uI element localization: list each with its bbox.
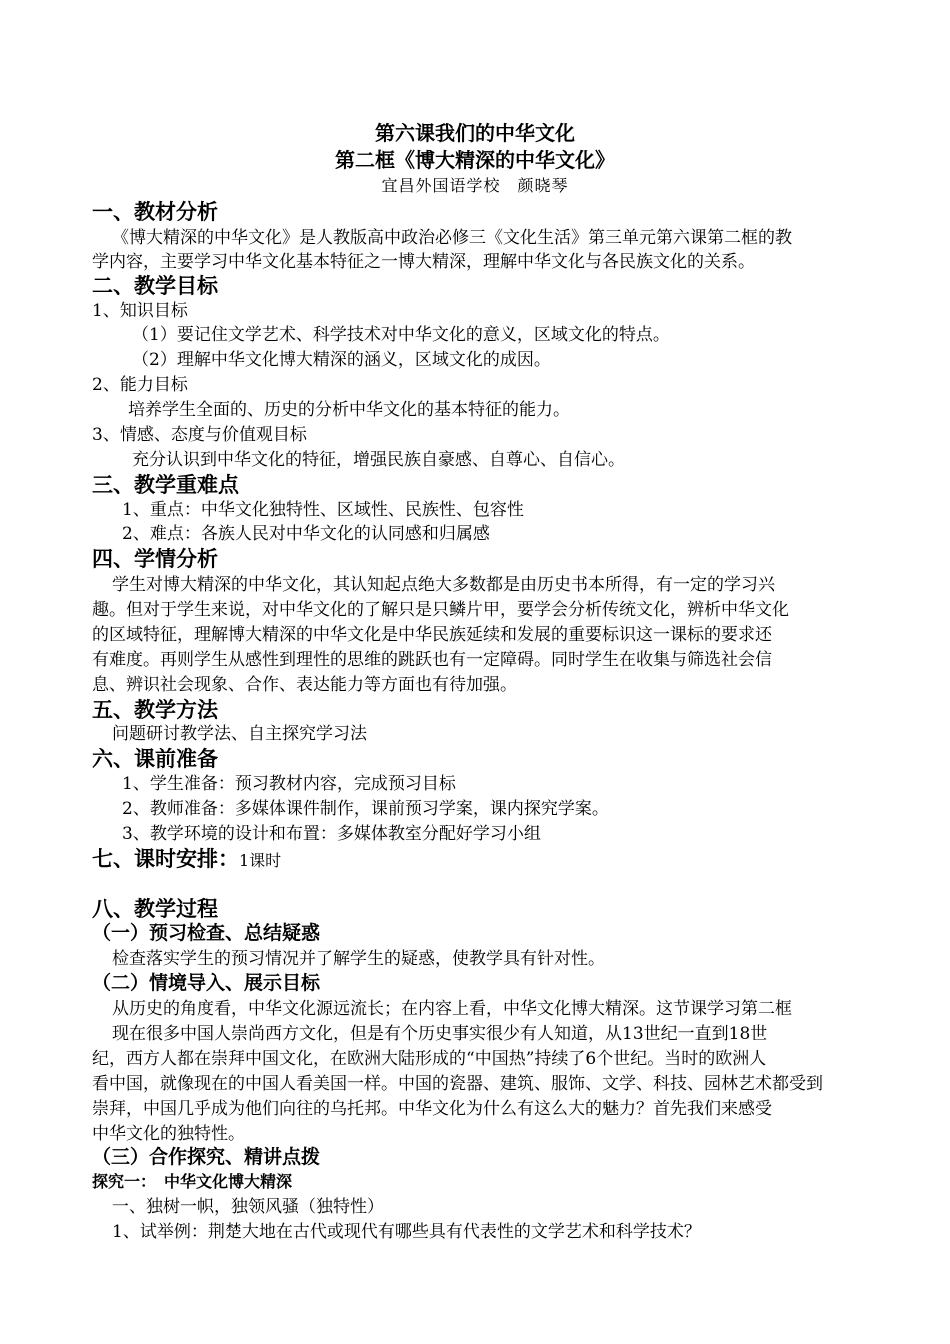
paragraph-line: 学生对博大精深的中华文化，其认知起点绝大多数都是由历史书本所得，有一定的学习兴 — [112, 575, 775, 595]
list-item: 1、试举例：荆楚大地在古代或现代有哪些具有代表性的文学艺术和科学技术？ — [112, 1222, 701, 1242]
paragraph-line: 问题研讨教学法、自主探究学习法 — [112, 724, 367, 744]
paragraph-line: 学内容，主要学习中华文化基本特征之一博大精深，理解中华文化与各民族文化的关系。 — [92, 252, 755, 272]
section-heading-7 — [92, 846, 862, 874]
section-heading-1: 一、教材分析 — [92, 200, 218, 224]
section-heading-7-label: 七、课时安排： — [92, 847, 239, 871]
section-heading-4: 四、学情分析 — [92, 547, 218, 571]
paragraph-line: 中华文化的独特性。 — [92, 1124, 245, 1144]
author-line: 宜昌外国语学校 颜晓琴 — [381, 176, 569, 195]
sub-item: 2、能力目标 — [92, 375, 188, 395]
step-heading-1: （一）预习检查、总结疑惑 — [92, 922, 321, 944]
step-heading-2: （二）情境导入、展示目标 — [92, 972, 321, 994]
list-item: 培养学生全面的、历史的分析中华文化的基本特征的能力。 — [128, 400, 570, 420]
paragraph-line: 现在很多中国人崇尚西方文化，但是有个历史事实很少有人知道，从13世纪一直到18世 — [112, 1024, 768, 1044]
paragraph-line: 的区域特征，理解博大精深的中华文化是中华民族延续和发展的重要标识这一课标的要求还 — [92, 625, 772, 645]
paragraph-line: 《博大精深的中华文化》是人教版高中政治必修三《文化生活》第三单元第六课第二框的教 — [112, 228, 792, 248]
list-item: 2、难点：各族人民对中华文化的认同感和归属感 — [122, 524, 490, 544]
list-item: 充分认识到中华文化的特征，增强民族自豪感、自尊心、自信心。 — [132, 450, 625, 470]
paragraph-line: 有难度。再则学生从感性到理性的思维的跳跃也有一定障碍。同时学生在收集与筛选社会信 — [92, 650, 772, 670]
list-item: 1、重点：中华文化独特性、区域性、民族性、包容性 — [122, 500, 524, 520]
paragraph-line: 从历史的角度看，中华文化源远流长；在内容上看，中华文化博大精深。这节课学习第二框 — [112, 999, 792, 1019]
list-item: 2、教师准备：多媒体课件制作，课前预习学案，课内探究学案。 — [122, 799, 609, 819]
paragraph-line: 纪，西方人都在崇拜中国文化，在欧洲大陆形成的“中国热”持续了6个世纪。当时的欧洲人 — [92, 1049, 767, 1069]
inquiry-heading: 探究一： 中华文化博大精深 — [92, 1172, 293, 1191]
paragraph-line: 息、辨识社会现象、合作、表达能力等方面也有待加强。 — [92, 675, 517, 695]
section-heading-6: 六、课前准备 — [92, 747, 218, 771]
section-heading-8: 八、教学过程 — [92, 897, 218, 921]
sub-item: 3、情感、态度与价值观目标 — [92, 425, 307, 445]
class-hours-value: 1课时 — [239, 851, 282, 870]
section-heading-3: 三、教学重难点 — [92, 473, 239, 497]
step-heading-3: （三）合作探究、精讲点拨 — [92, 1146, 321, 1168]
paragraph-line: 看中国，就像现在的中国人看美国一样。中国的瓷器、建筑、服饰、文学、科技、园林艺术都受到 — [92, 1074, 823, 1094]
section-heading-5: 五、教学方法 — [92, 698, 218, 722]
lesson-subtitle: 第二框《博大精深的中华文化》 — [335, 148, 615, 172]
section-heading-2: 二、教学目标 — [92, 274, 218, 298]
sub-item: 1、知识目标 — [92, 301, 188, 321]
list-item: （2）理解中华文化博大精深的涵义，区域文化的成因。 — [132, 350, 551, 370]
list-item: 一、独树一帜，独领风骚（独特性） — [112, 1197, 384, 1217]
list-item: 3、教学环境的设计和布置：多媒体教室分配好学习小组 — [122, 824, 541, 844]
list-item: 1、学生准备：预习教材内容，完成预习目标 — [122, 774, 456, 794]
paragraph-line: 崇拜，中国几乎成为他们向往的乌托邦。中华文化为什么有这么大的魅力？首先我们来感受 — [92, 1099, 772, 1119]
list-item: （1）要记住文学艺术、科学技术对中华文化的意义，区域文化的特点。 — [132, 325, 670, 345]
paragraph-line: 趣。但对于学生来说，对中华文化的了解只是只鳞片甲，要学会分析传统文化，辨析中华文化 — [92, 600, 789, 620]
lesson-title: 第六课我们的中华文化 — [375, 121, 575, 145]
paragraph-line: 检查落实学生的预习情况并了解学生的疑惑，使教学具有针对性。 — [112, 949, 605, 969]
